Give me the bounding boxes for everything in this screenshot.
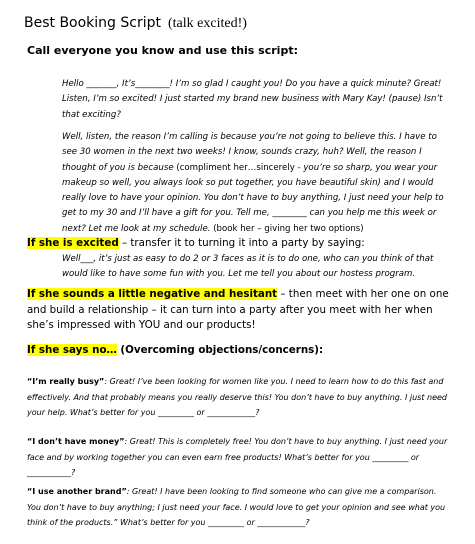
compliment-cue: (compliment her…sincerely	[176, 162, 295, 173]
excited-text: – transfer it to turning it into a party by saying:	[118, 237, 365, 249]
script-paragraph-reason	[62, 130, 454, 237]
objection-other-brand	[27, 484, 452, 531]
objection-response: : Great! I have been looking to find someone who can give me a comparison. You don’t have to buy anything; I just need your face. I would love to get your opinion and see what you think of the products.” What’s better for you _________ or ____________?	[27, 487, 446, 528]
objection-no-money	[27, 434, 452, 481]
objection-label: “I’m really busy”	[27, 377, 105, 386]
section-negative	[27, 287, 457, 334]
section-excited	[27, 236, 457, 252]
reason-text-continued: - you’re so sharp, you wear your makeup so well, you always look so put together, you have beautiful skin) and I would really love to have your opinion. You don’t have to buy anything, I just need your help to get to my 30 and I’ll have a gift for you. Tell me, ________ can you help me this week or next? Let me look at my schedule.	[62, 162, 444, 234]
objection-busy	[27, 374, 452, 421]
booking-cue: (book her – giving her two options)	[213, 223, 364, 234]
objection-label: “I use another brand”	[27, 487, 127, 496]
negative-text: – then meet with her one on one and build a relationship – it can turn into a party after you meet with her when she’s impressed with YOU and our products!	[27, 288, 449, 331]
intro-heading: Call everyone you know and use this script:	[27, 44, 298, 57]
section-says-no	[27, 343, 457, 359]
objection-response: : Great! I’ve been looking for women like you. I need to learn how to do this fast and effectively. And that probably means you really deserve this! You don’t have to buy anything. I just need your help. What’s better for you _________ or ____________?	[27, 377, 447, 418]
says-no-label: If she says no…	[27, 344, 117, 356]
excited-script: Well___, it’s just as easy to do 2 or 3 faces as it is to do one, who can you think of that would like to have some fun with you. Let me tell you about our hostess program.	[62, 254, 434, 280]
title-note: (talk excited!)	[168, 16, 247, 31]
says-no-text: (Overcoming objections/concerns):	[116, 344, 324, 356]
objection-label: “I don’t have money”	[27, 437, 125, 446]
objection-response: : Great! This is completely free! You don’t have to buy anything. I just need your face and by working together you can even earn free products! What’s better for you _________ or ___________?	[27, 437, 448, 478]
reason-text: Well, listen, the reason I’m calling is because you’re not going to believe this. I have to see 30 women in the next two weeks! I know, sounds crazy, huh? Well, the reason I thought of you is because	[62, 132, 437, 173]
page-title: Best Booking Script	[24, 15, 161, 31]
title-line	[24, 14, 247, 32]
excited-label: If she is excited	[27, 237, 119, 249]
negative-label: If she sounds a little negative and hesitant	[27, 288, 278, 300]
script-paragraph-greeting: Hello _______, It’s________! I’m so glad I caught you! Do you have a quick minute? Great! Listen, I’m so excited! I just started my brand new business with Mary Kay! (pause) Isn’t that exciting?	[62, 79, 443, 120]
